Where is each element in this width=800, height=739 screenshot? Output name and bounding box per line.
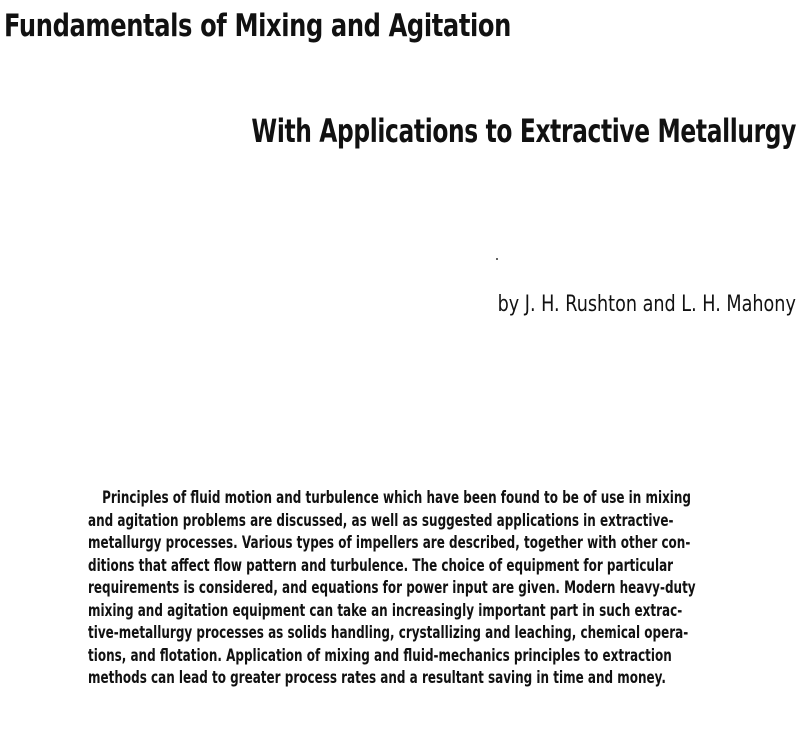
abstract-line: tions, and flotation. Application of mixing and fluid-mechanics principles to extraction bbox=[88, 645, 672, 666]
abstract-line: and agitation problems are discussed, as well as suggested applications in extractive- bbox=[88, 510, 674, 531]
abstract-line: metallurgy processes. Various types of impellers are described, together with other con- bbox=[88, 533, 691, 553]
print-speck bbox=[496, 258, 498, 260]
abstract-line: requirements is considered, and equations for power input are given. Modern heavy-duty bbox=[88, 578, 696, 598]
paper-subtitle: With Applications to Extractive Metallurgy bbox=[251, 112, 796, 150]
abstract bbox=[88, 487, 707, 690]
paper-title: Fundamentals of Mixing and Agitation bbox=[4, 8, 511, 44]
abstract-line: mixing and agitation equipment can take an increasingly important part in such extrac- bbox=[88, 600, 683, 621]
author-byline: by J. H. Rushton and L. H. Mahony bbox=[497, 292, 796, 317]
abstract-line: tive-metallurgy processes as solids handling, crystallizing and leaching, chemical opera- bbox=[88, 623, 689, 643]
abstract-line: methods can lead to greater process rates and a resultant saving in time and money. bbox=[88, 668, 666, 688]
abstract-line: ditions that affect flow pattern and turbulence. The choice of equipment for particular bbox=[88, 555, 674, 576]
abstract-line: Principles of fluid motion and turbulence which have been found to be of use in mixing bbox=[102, 488, 692, 508]
